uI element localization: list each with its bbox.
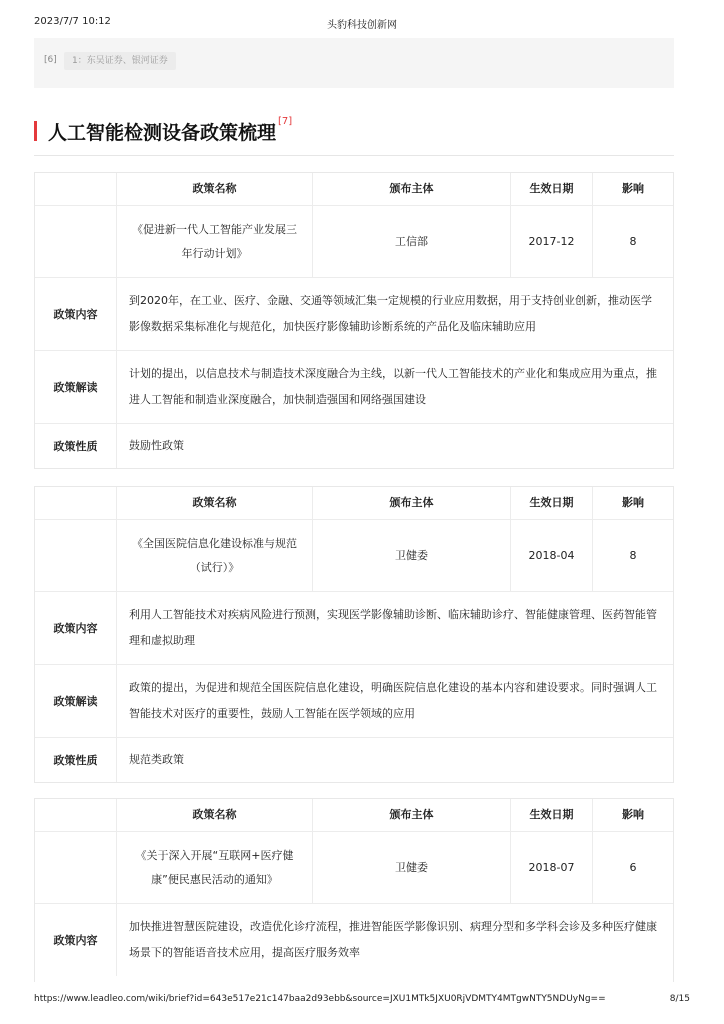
policy-nature: 鼓励性政策 <box>129 439 184 452</box>
title-ref-link[interactable]: [7] <box>278 116 293 127</box>
policy-name: 《促进新一代人工智能产业发展三年行动计划》 <box>117 206 313 277</box>
label-blank <box>35 173 117 205</box>
page-title <box>48 118 292 145</box>
label-blank <box>35 799 117 831</box>
policy-interpretation: 计划的提出，以信息技术与制造技术深度融合为主线，以新一代人工智能技术的产业化和集成应用为重点，推进人工智能和制造业深度融合，加快制造强国和网络强国建设 <box>129 367 657 406</box>
label-content: 政策内容 <box>35 904 117 976</box>
policy-interpretation: 政策的提出，为促进和规范全国医院信息化建设，明确医院信息化建设的基本内容和建设要求。同时强调人工智能技术对医疗的重要性，鼓励人工智能在医学领域的应用 <box>129 681 657 720</box>
source-ref: [6] <box>44 55 57 65</box>
print-site-title: 头豹科技创新网 <box>327 20 397 31</box>
label-interpretation: 政策解读 <box>35 665 117 737</box>
policy-content: 利用人工智能技术对疾病风险进行预测，实现医学影像辅助诊断、临床辅助诊疗、智能健康管理、医药智能管理和虚拟助理 <box>129 608 657 647</box>
header-impact: 影响 <box>622 808 644 821</box>
label-content: 政策内容 <box>35 592 117 664</box>
policy-issuer: 卫健委 <box>313 832 511 903</box>
policy-interpretation-row <box>35 664 673 737</box>
page-title-text: 人工智能检测设备政策梳理 <box>48 122 277 144</box>
label-blank <box>35 206 117 277</box>
policy-nature-row <box>35 423 673 468</box>
header-name: 政策名称 <box>117 173 313 205</box>
header-impact: 影响 <box>622 496 644 509</box>
header-date: 生效日期 <box>511 487 593 519</box>
policy-content-row <box>35 591 673 664</box>
policy-info-row <box>35 831 673 903</box>
header-date: 生效日期 <box>511 799 593 831</box>
section-header <box>34 118 674 156</box>
policy-content-row <box>35 277 673 350</box>
print-url[interactable]: https://www.leadleo.com/wiki/brief?id=643e517e21c147baa2d93ebb&source=JXU1MTk5JXU0RjVDMTY4MTgwNTY5NDUyNg== <box>34 994 606 1004</box>
table-header-row <box>35 487 673 519</box>
label-nature: 政策性质 <box>35 424 117 468</box>
page-number: 8/15 <box>669 994 690 1004</box>
policy-info-row <box>35 519 673 591</box>
label-blank <box>35 832 117 903</box>
print-datetime: 2023/7/7 10:12 <box>34 16 111 27</box>
policy-nature-row <box>35 737 673 782</box>
policy-issuer: 工信部 <box>313 206 511 277</box>
policy-content: 到2020年，在工业、医疗、金融、交通等领域汇集一定规模的行业应用数据，用于支持创业创新，推动医学影像数据采集标准化与规范化，加快医疗影像辅助诊断系统的产品化及临床辅助应用 <box>129 294 652 333</box>
table-header-row <box>35 173 673 205</box>
policy-date: 2018-07 <box>511 832 593 903</box>
header-date: 生效日期 <box>511 173 593 205</box>
policy-table-1 <box>34 172 674 469</box>
policy-impact: 6 <box>629 860 637 874</box>
policy-impact: 8 <box>629 548 637 562</box>
table-header-row <box>35 799 673 831</box>
policy-table-3 <box>34 798 674 982</box>
header-issuer: 颁布主体 <box>313 487 511 519</box>
policy-date: 2017-12 <box>511 206 593 277</box>
print-footer <box>0 994 724 1010</box>
label-nature: 政策性质 <box>35 738 117 782</box>
policy-issuer: 卫健委 <box>313 520 511 591</box>
header-name: 政策名称 <box>117 799 313 831</box>
policy-nature: 规范类政策 <box>129 753 184 766</box>
policy-info-row <box>35 205 673 277</box>
label-blank <box>35 487 117 519</box>
policy-interpretation-row <box>35 350 673 423</box>
label-blank <box>35 520 117 591</box>
header-name: 政策名称 <box>117 487 313 519</box>
label-interpretation: 政策解读 <box>35 351 117 423</box>
source-note <box>34 38 674 88</box>
policy-name: 《关于深入开展“互联网+医疗健康”便民惠民活动的通知》 <box>117 832 313 903</box>
print-header <box>0 14 724 30</box>
policy-impact: 8 <box>629 234 637 248</box>
header-issuer: 颁布主体 <box>313 173 511 205</box>
policy-table-2 <box>34 486 674 783</box>
label-content: 政策内容 <box>35 278 117 350</box>
source-chip[interactable]: 1：东吴证券、银河证券 <box>64 52 176 70</box>
title-accent-bar <box>34 121 37 141</box>
policy-content-row <box>35 903 673 976</box>
header-issuer: 颁布主体 <box>313 799 511 831</box>
policy-content: 加快推进智慧医院建设，改造优化诊疗流程，推进智能医学影像识别、病理分型和多学科会诊及多种医疗健康场景下的智能语音技术应用，提高医疗服务效率 <box>129 920 657 959</box>
header-impact: 影响 <box>622 182 644 195</box>
policy-date: 2018-04 <box>511 520 593 591</box>
policy-name: 《全国医院信息化建设标准与规范（试行）》 <box>117 520 313 591</box>
